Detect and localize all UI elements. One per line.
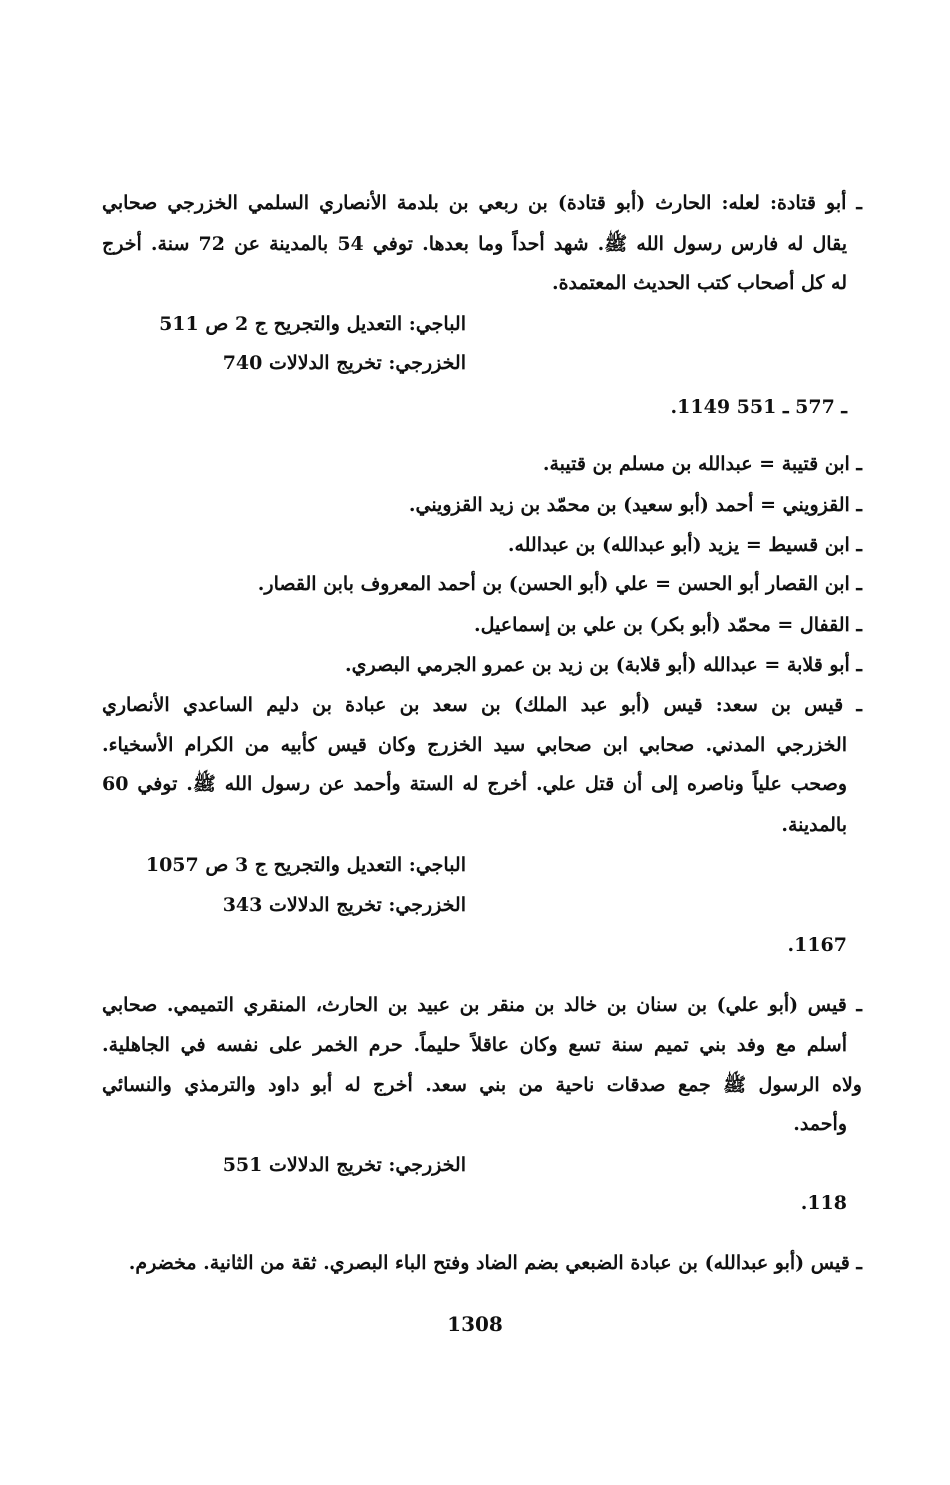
cross-reference-line: ـ ابن القصار أبو الحسن = علي (أبو الحسن) بن أحمد المعروف بابن القصار. xyxy=(257,573,862,595)
entry-line: بالمدينة. xyxy=(781,814,847,836)
entry-line: ـ أبو قتادة: لعله: الحارث (أبو قتادة) بن ربعي بن بلدمة الأنصاري السلمي الخزرجي صحابي xyxy=(102,192,862,214)
entry-line: يقال له فارس رسول الله ﷺ. شهد أحداً وما بعدها. توفي 54 بالمدينة عن 72 سنة. أخرج xyxy=(102,233,847,255)
cross-reference-line: ـ القفال = محمّد (أبو بكر) بن علي بن إسماعيل. xyxy=(474,614,862,636)
reference-numbers: .1167 xyxy=(787,934,847,956)
entry-line: ـ قيس (أبو عبدالله) بن عبادة الضبعي بضم الضاد وفتح الباء البصري. ثقة من الثانية. مخضرم. xyxy=(128,1252,862,1274)
reference-line: الباجي: التعديل والتجريح ج 2 ص 511 xyxy=(159,313,466,335)
reference-line: الخزرجي: تخريج الدلالات 551 xyxy=(222,1154,466,1176)
reference-numbers: .1149 ـ 577 ـ 551 xyxy=(670,396,847,418)
entry-line: وصحب علياً وناصره إلى أن قتل علي. أخرج له الستة وأحمد عن رسول الله ﷺ. توفي 60 xyxy=(102,773,847,795)
cross-reference-line: ـ ابن قسيط = يزيد (أبو عبدالله) بن عبدالله. xyxy=(507,534,862,556)
entry-line: له كل أصحاب كتب الحديث المعتمدة. xyxy=(551,272,847,294)
page-number: 1308 xyxy=(447,1312,503,1336)
reference-line: الخزرجي: تخريج الدلالات 343 xyxy=(222,894,466,916)
entry-line: ـ قيس (أبو علي) بن سنان بن خالد بن منقر بن عبيد بن الحارث، المنقري التميمي. صحابي xyxy=(102,994,862,1016)
entry-line: ولاه الرسول ﷺ جمع صدقات ناحية من بني سعد. أخرج له أبو داود والترمذي والنسائي xyxy=(102,1074,862,1096)
reference-line: الباجي: التعديل والتجريح ج 3 ص 1057 xyxy=(145,854,466,876)
cross-reference-line: ـ أبو قلابة = عبدالله (أبو قلابة) بن زيد بن عمرو الجرمي البصري. xyxy=(345,654,862,676)
entry-line: الخزرجي المدني. صحابي ابن صحابي سيد الخزرج وكان قيس كأبيه من الكرام الأسخياء. xyxy=(102,734,847,756)
entry-line: ـ قيس بن سعد: قيس (أبو عبد الملك) بن سعد بن عبادة بن دليم الساعدي الأنصاري xyxy=(102,694,862,716)
entry-line: أسلم مع وفد بني تميم سنة تسع وكان عاقلاً حليماً. حرم الخمر على نفسه في الجاهلية. xyxy=(102,1034,847,1056)
cross-reference-line: ـ القزويني = أحمد (أبو سعيد) بن محمّد بن زيد القزويني. xyxy=(408,494,862,516)
reference-line: الخزرجي: تخريج الدلالات 740 xyxy=(222,352,466,374)
cross-reference-line: ـ ابن قتيبة = عبدالله بن مسلم بن قتيبة. xyxy=(542,453,862,475)
entry-line: وأحمد. xyxy=(793,1113,847,1135)
reference-numbers: .118 xyxy=(800,1192,847,1214)
